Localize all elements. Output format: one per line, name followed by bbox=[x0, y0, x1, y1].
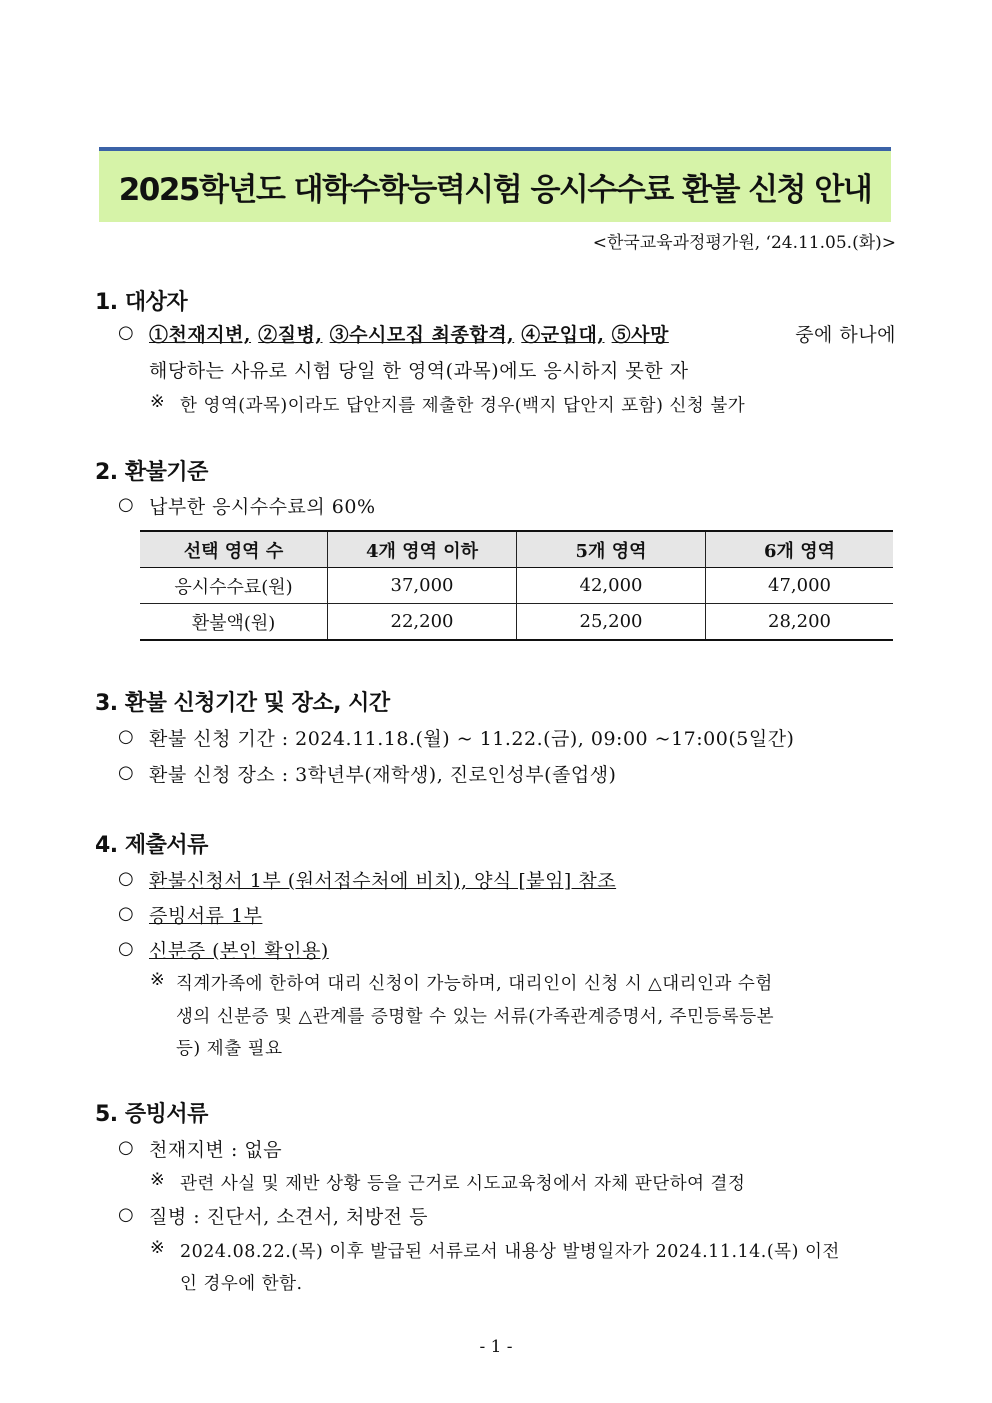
table-header-cell: 선택 영역 수 bbox=[183, 540, 284, 562]
section-1-heading: 1. 대상자 bbox=[95, 290, 188, 315]
sec5-note-2-line-2: 인 경우에 한함. bbox=[180, 1274, 303, 1294]
table-cell: 42,000 bbox=[517, 568, 706, 604]
sec4-item-2: 증빙서류 1부 bbox=[149, 905, 263, 927]
source-line: <한국교육과정평가원, ‘24.11.05.(화)> bbox=[592, 233, 896, 253]
sec1-line2: 해당하는 사유로 시험 당일 한 영역(과목)에도 응시하지 못한 자 bbox=[149, 360, 689, 382]
section-4-heading: 4. 제출서류 bbox=[95, 833, 208, 858]
bullet-icon: ○ bbox=[118, 494, 134, 515]
table-header-cell: 6개 영역 bbox=[706, 531, 894, 568]
bullet-icon: ○ bbox=[118, 726, 134, 747]
sec3-place: 환불 신청 장소 : 3학년부(재학생), 진로인성부(졸업생) bbox=[149, 764, 617, 786]
bullet-icon: ○ bbox=[118, 938, 134, 959]
table-cell: 환불액(원) bbox=[191, 612, 276, 634]
note-mark-icon: ※ bbox=[150, 1238, 166, 1258]
reason-4: ④군입대, bbox=[521, 324, 605, 346]
reason-5: ⑤사망 bbox=[611, 324, 669, 346]
document-title: 2025학년도 대학수학능력시험 응시수수료 환불 신청 안내 bbox=[99, 147, 891, 222]
sec5-note-1: 관련 사실 및 제반 상황 등을 근거로 시도교육청에서 자체 판단하여 결정 bbox=[180, 1174, 746, 1194]
bullet-icon: ○ bbox=[118, 1204, 134, 1225]
bullet-icon: ○ bbox=[118, 903, 134, 924]
bullet-icon: ○ bbox=[118, 762, 134, 783]
sec1-line1-tail: 중에 하나에 bbox=[795, 324, 896, 346]
section-3-heading: 3. 환불 신청기간 및 장소, 시간 bbox=[95, 691, 390, 716]
table-cell: 22,200 bbox=[328, 604, 517, 641]
fee-table bbox=[140, 530, 893, 641]
reason-2: ②질병, bbox=[258, 324, 323, 346]
table-cell: 28,200 bbox=[706, 604, 894, 641]
sec1-note: 한 영역(과목)이라도 답안지를 제출한 경우(백지 답안지 포함) 신청 불가 bbox=[180, 396, 746, 416]
sec4-note-line-2: 생의 신분증 및 △관계를 증명할 수 있는 서류(가족관계증명서, 주민등록등본 bbox=[176, 1007, 774, 1027]
sec3-period: 환불 신청 기간 : 2024.11.18.(월) ~ 11.22.(금), 09:00 ~17:00(5일간) bbox=[149, 728, 795, 750]
sec4-note-line-1: 직계가족에 한하여 대리 신청이 가능하며, 대리인이 신청 시 △대리인과 수험 bbox=[176, 974, 773, 994]
table-header-cell: 5개 영역 bbox=[517, 531, 706, 568]
sec1-reasons-line bbox=[149, 320, 896, 347]
table-cell: 응시수수료(원) bbox=[174, 576, 293, 598]
sec5-item-2: 질병 : 진단서, 소견서, 처방전 등 bbox=[149, 1206, 428, 1228]
sec4-note-line-3: 등) 제출 필요 bbox=[176, 1039, 283, 1059]
table-header-cell: 4개 영역 이하 bbox=[328, 531, 517, 568]
reason-3: ③수시모집 최종합격, bbox=[329, 324, 515, 346]
note-mark-icon: ※ bbox=[150, 970, 166, 990]
note-mark-icon: ※ bbox=[150, 392, 166, 412]
sec4-item-1: 환불신청서 1부 (원서접수처에 비치), 양식 [붙임] 참조 bbox=[149, 870, 617, 892]
bullet-icon: ○ bbox=[118, 322, 134, 343]
table-cell: 37,000 bbox=[328, 568, 517, 604]
table-cell: 47,000 bbox=[706, 568, 894, 604]
page-number: - 1 - bbox=[479, 1337, 513, 1357]
table-row bbox=[140, 568, 893, 604]
sec2-item: 납부한 응시수수료의 60% bbox=[149, 496, 376, 518]
note-mark-icon: ※ bbox=[150, 1170, 166, 1190]
sec5-item-1: 천재지변 : 없음 bbox=[149, 1139, 283, 1161]
section-5-heading: 5. 증빙서류 bbox=[95, 1102, 208, 1127]
sec5-note-2-line-1: 2024.08.22.(목) 이후 발급된 서류로서 내용상 발병일자가 2024.11.14.(목) 이전 bbox=[180, 1242, 840, 1262]
table-row bbox=[140, 604, 893, 641]
sec4-item-3: 신분증 (본인 확인용) bbox=[149, 940, 329, 962]
table-header-row bbox=[140, 531, 893, 568]
bullet-icon: ○ bbox=[118, 1137, 134, 1158]
reason-1: ①천재지변, bbox=[149, 324, 252, 346]
bullet-icon: ○ bbox=[118, 868, 134, 889]
section-2-heading: 2. 환불기준 bbox=[95, 460, 208, 485]
table-cell: 25,200 bbox=[517, 604, 706, 641]
